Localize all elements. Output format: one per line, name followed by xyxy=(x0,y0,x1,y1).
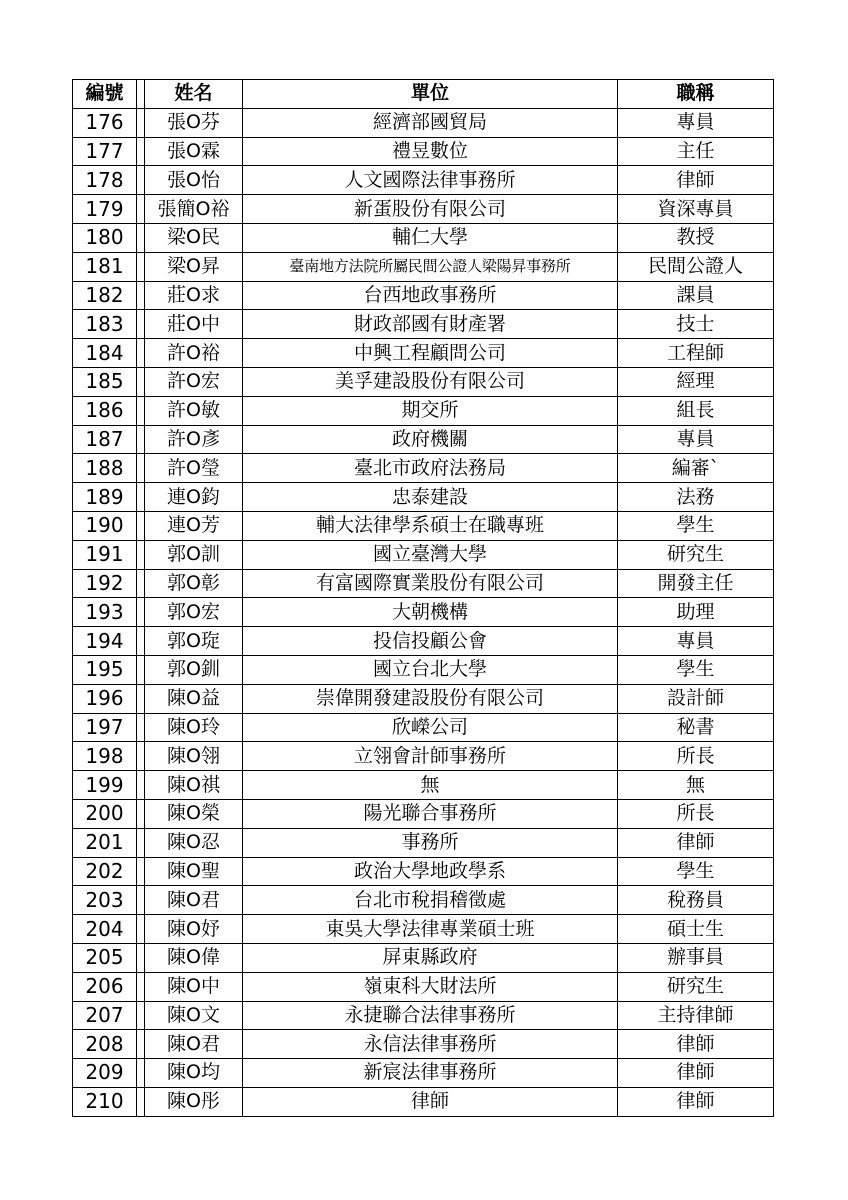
cell-no: 176 xyxy=(73,108,137,137)
cell-spacer xyxy=(137,511,145,540)
cell-spacer xyxy=(137,627,145,656)
cell-title: 碩士生 xyxy=(618,915,774,944)
table-row xyxy=(73,454,774,483)
cell-name: 陳O妤 xyxy=(145,915,243,944)
cell-no: 192 xyxy=(73,569,137,598)
cell-name: 陳O彤 xyxy=(145,1087,243,1116)
cell-no: 180 xyxy=(73,223,137,252)
cell-no: 209 xyxy=(73,1059,137,1088)
cell-unit: 永捷聯合法律事務所 xyxy=(243,1001,618,1030)
cell-spacer xyxy=(137,1059,145,1088)
table-row xyxy=(73,195,774,224)
header-title: 職稱 xyxy=(618,80,774,109)
cell-name: 許O瑩 xyxy=(145,454,243,483)
cell-no: 178 xyxy=(73,166,137,195)
cell-title: 主持律師 xyxy=(618,1001,774,1030)
table-row xyxy=(73,943,774,972)
cell-unit: 屏東縣政府 xyxy=(243,943,618,972)
table-row xyxy=(73,1087,774,1116)
cell-name: 陳O益 xyxy=(145,684,243,713)
cell-spacer xyxy=(137,483,145,512)
cell-spacer xyxy=(137,828,145,857)
cell-title: 編審` xyxy=(618,454,774,483)
cell-no: 177 xyxy=(73,137,137,166)
cell-unit: 人文國際法律事務所 xyxy=(243,166,618,195)
header-row xyxy=(73,80,774,109)
cell-name: 陳O忍 xyxy=(145,828,243,857)
cell-no: 200 xyxy=(73,799,137,828)
table-row xyxy=(73,713,774,742)
table-body xyxy=(73,108,774,1116)
cell-no: 193 xyxy=(73,598,137,627)
cell-no: 185 xyxy=(73,367,137,396)
table-row xyxy=(73,367,774,396)
cell-unit: 台西地政事務所 xyxy=(243,281,618,310)
cell-title: 法務 xyxy=(618,483,774,512)
table-row xyxy=(73,223,774,252)
cell-name: 郭O琁 xyxy=(145,627,243,656)
table-row xyxy=(73,1001,774,1030)
cell-name: 許O裕 xyxy=(145,339,243,368)
cell-unit: 嶺東科大財法所 xyxy=(243,972,618,1001)
cell-no: 189 xyxy=(73,483,137,512)
cell-no: 194 xyxy=(73,627,137,656)
table-row xyxy=(73,799,774,828)
cell-spacer xyxy=(137,943,145,972)
cell-name: 陳O榮 xyxy=(145,799,243,828)
cell-name: 郭O訓 xyxy=(145,540,243,569)
cell-spacer xyxy=(137,742,145,771)
cell-title: 教授 xyxy=(618,223,774,252)
table-row xyxy=(73,828,774,857)
cell-title: 組長 xyxy=(618,396,774,425)
cell-unit: 國立台北大學 xyxy=(243,655,618,684)
cell-title: 律師 xyxy=(618,1030,774,1059)
cell-unit: 政府機關 xyxy=(243,425,618,454)
cell-name: 梁O民 xyxy=(145,223,243,252)
cell-no: 206 xyxy=(73,972,137,1001)
cell-no: 186 xyxy=(73,396,137,425)
cell-spacer xyxy=(137,195,145,224)
cell-name: 張O芬 xyxy=(145,108,243,137)
cell-title: 律師 xyxy=(618,166,774,195)
header-spacer xyxy=(137,80,145,109)
cell-name: 陳O君 xyxy=(145,1030,243,1059)
cell-name: 陳O中 xyxy=(145,972,243,1001)
cell-unit: 美孚建設股份有限公司 xyxy=(243,367,618,396)
cell-unit: 東吳大學法律專業碩士班 xyxy=(243,915,618,944)
table-row xyxy=(73,396,774,425)
cell-no: 181 xyxy=(73,252,137,281)
cell-no: 188 xyxy=(73,454,137,483)
cell-title: 律師 xyxy=(618,1059,774,1088)
cell-unit: 大朝機構 xyxy=(243,598,618,627)
table-row xyxy=(73,684,774,713)
cell-no: 197 xyxy=(73,713,137,742)
table-row xyxy=(73,742,774,771)
cell-no: 210 xyxy=(73,1087,137,1116)
cell-title: 學生 xyxy=(618,511,774,540)
cell-unit: 律師 xyxy=(243,1087,618,1116)
cell-no: 208 xyxy=(73,1030,137,1059)
cell-unit: 輔仁大學 xyxy=(243,223,618,252)
cell-spacer xyxy=(137,252,145,281)
cell-spacer xyxy=(137,886,145,915)
cell-title: 稅務員 xyxy=(618,886,774,915)
cell-title: 專員 xyxy=(618,627,774,656)
cell-title: 專員 xyxy=(618,425,774,454)
cell-spacer xyxy=(137,598,145,627)
cell-name: 陳O玲 xyxy=(145,713,243,742)
cell-no: 203 xyxy=(73,886,137,915)
cell-name: 陳O祺 xyxy=(145,771,243,800)
cell-no: 201 xyxy=(73,828,137,857)
cell-spacer xyxy=(137,367,145,396)
cell-name: 陳O偉 xyxy=(145,943,243,972)
cell-name: 連O鈞 xyxy=(145,483,243,512)
cell-name: 陳O文 xyxy=(145,1001,243,1030)
cell-spacer xyxy=(137,396,145,425)
cell-title: 律師 xyxy=(618,828,774,857)
cell-spacer xyxy=(137,108,145,137)
cell-spacer xyxy=(137,1030,145,1059)
cell-no: 187 xyxy=(73,425,137,454)
cell-unit: 財政部國有財產署 xyxy=(243,310,618,339)
table-row xyxy=(73,166,774,195)
cell-no: 198 xyxy=(73,742,137,771)
cell-title: 學生 xyxy=(618,655,774,684)
cell-unit: 有富國際實業股份有限公司 xyxy=(243,569,618,598)
cell-name: 莊O中 xyxy=(145,310,243,339)
cell-title: 研究生 xyxy=(618,972,774,1001)
cell-spacer xyxy=(137,713,145,742)
cell-unit: 經濟部國貿局 xyxy=(243,108,618,137)
cell-unit: 新蛋股份有限公司 xyxy=(243,195,618,224)
cell-no: 202 xyxy=(73,857,137,886)
cell-spacer xyxy=(137,569,145,598)
cell-no: 182 xyxy=(73,281,137,310)
cell-unit: 輔大法律學系碩士在職專班 xyxy=(243,511,618,540)
cell-unit: 無 xyxy=(243,771,618,800)
cell-spacer xyxy=(137,540,145,569)
table-row xyxy=(73,598,774,627)
cell-name: 許O敏 xyxy=(145,396,243,425)
cell-title: 專員 xyxy=(618,108,774,137)
cell-title: 律師 xyxy=(618,1087,774,1116)
cell-unit: 陽光聯合事務所 xyxy=(243,799,618,828)
cell-name: 張簡O裕 xyxy=(145,195,243,224)
cell-name: 郭O釧 xyxy=(145,655,243,684)
cell-title: 民間公證人 xyxy=(618,252,774,281)
cell-name: 張O怡 xyxy=(145,166,243,195)
cell-name: 郭O彰 xyxy=(145,569,243,598)
cell-unit: 欣嶸公司 xyxy=(243,713,618,742)
cell-no: 179 xyxy=(73,195,137,224)
cell-no: 195 xyxy=(73,655,137,684)
cell-title: 研究生 xyxy=(618,540,774,569)
table-row xyxy=(73,281,774,310)
cell-spacer xyxy=(137,857,145,886)
cell-spacer xyxy=(137,915,145,944)
header-name: 姓名 xyxy=(145,80,243,109)
cell-title: 技士 xyxy=(618,310,774,339)
roster-table xyxy=(72,79,774,1117)
cell-unit: 立翎會計師事務所 xyxy=(243,742,618,771)
cell-title: 主任 xyxy=(618,137,774,166)
cell-spacer xyxy=(137,223,145,252)
cell-spacer xyxy=(137,1087,145,1116)
cell-title: 秘書 xyxy=(618,713,774,742)
table-row xyxy=(73,1059,774,1088)
cell-name: 陳O君 xyxy=(145,886,243,915)
cell-title: 助理 xyxy=(618,598,774,627)
cell-spacer xyxy=(137,655,145,684)
cell-no: 204 xyxy=(73,915,137,944)
table-row xyxy=(73,886,774,915)
table-row xyxy=(73,569,774,598)
cell-name: 張O霖 xyxy=(145,137,243,166)
table-row xyxy=(73,771,774,800)
cell-unit: 臺南地方法院所屬民間公證人梁陽昇事務所 xyxy=(243,252,618,281)
cell-spacer xyxy=(137,137,145,166)
cell-name: 陳O翎 xyxy=(145,742,243,771)
cell-unit: 臺北市政府法務局 xyxy=(243,454,618,483)
cell-no: 205 xyxy=(73,943,137,972)
cell-name: 許O彥 xyxy=(145,425,243,454)
cell-spacer xyxy=(137,454,145,483)
cell-unit: 中興工程顧問公司 xyxy=(243,339,618,368)
table-row xyxy=(73,857,774,886)
cell-spacer xyxy=(137,425,145,454)
cell-spacer xyxy=(137,310,145,339)
header-no: 編號 xyxy=(73,80,137,109)
cell-unit: 投信投顧公會 xyxy=(243,627,618,656)
table-row xyxy=(73,339,774,368)
cell-name: 陳O均 xyxy=(145,1059,243,1088)
cell-unit: 台北市稅捐稽徵處 xyxy=(243,886,618,915)
table-row xyxy=(73,137,774,166)
table-row xyxy=(73,108,774,137)
cell-spacer xyxy=(137,166,145,195)
cell-name: 郭O宏 xyxy=(145,598,243,627)
cell-title: 學生 xyxy=(618,857,774,886)
cell-unit: 崇偉開發建設股份有限公司 xyxy=(243,684,618,713)
cell-title: 開發主任 xyxy=(618,569,774,598)
cell-title: 無 xyxy=(618,771,774,800)
cell-name: 梁O昇 xyxy=(145,252,243,281)
cell-title: 課員 xyxy=(618,281,774,310)
cell-spacer xyxy=(137,799,145,828)
table-row xyxy=(73,915,774,944)
table-row xyxy=(73,310,774,339)
cell-no: 196 xyxy=(73,684,137,713)
cell-no: 191 xyxy=(73,540,137,569)
cell-no: 207 xyxy=(73,1001,137,1030)
cell-spacer xyxy=(137,771,145,800)
cell-name: 連O芳 xyxy=(145,511,243,540)
cell-spacer xyxy=(137,1001,145,1030)
cell-spacer xyxy=(137,281,145,310)
table-row xyxy=(73,483,774,512)
cell-title: 經理 xyxy=(618,367,774,396)
cell-title: 所長 xyxy=(618,799,774,828)
cell-unit: 禮昱數位 xyxy=(243,137,618,166)
cell-name: 莊O求 xyxy=(145,281,243,310)
cell-title: 工程師 xyxy=(618,339,774,368)
cell-unit: 永信法律事務所 xyxy=(243,1030,618,1059)
cell-name: 陳O聖 xyxy=(145,857,243,886)
table-row xyxy=(73,655,774,684)
table-row xyxy=(73,627,774,656)
table-row xyxy=(73,1030,774,1059)
cell-title: 辦事員 xyxy=(618,943,774,972)
cell-unit: 政治大學地政學系 xyxy=(243,857,618,886)
table-row xyxy=(73,425,774,454)
cell-no: 183 xyxy=(73,310,137,339)
cell-spacer xyxy=(137,339,145,368)
cell-unit: 忠泰建設 xyxy=(243,483,618,512)
cell-title: 資深專員 xyxy=(618,195,774,224)
cell-no: 190 xyxy=(73,511,137,540)
cell-unit: 事務所 xyxy=(243,828,618,857)
cell-title: 所長 xyxy=(618,742,774,771)
cell-unit: 新宸法律事務所 xyxy=(243,1059,618,1088)
table-row xyxy=(73,252,774,281)
cell-unit: 國立臺灣大學 xyxy=(243,540,618,569)
cell-unit: 期交所 xyxy=(243,396,618,425)
cell-spacer xyxy=(137,972,145,1001)
header-unit: 單位 xyxy=(243,80,618,109)
cell-name: 許O宏 xyxy=(145,367,243,396)
table-row xyxy=(73,972,774,1001)
cell-spacer xyxy=(137,684,145,713)
cell-title: 設計師 xyxy=(618,684,774,713)
cell-no: 184 xyxy=(73,339,137,368)
table-row xyxy=(73,511,774,540)
cell-no: 199 xyxy=(73,771,137,800)
table-row xyxy=(73,540,774,569)
